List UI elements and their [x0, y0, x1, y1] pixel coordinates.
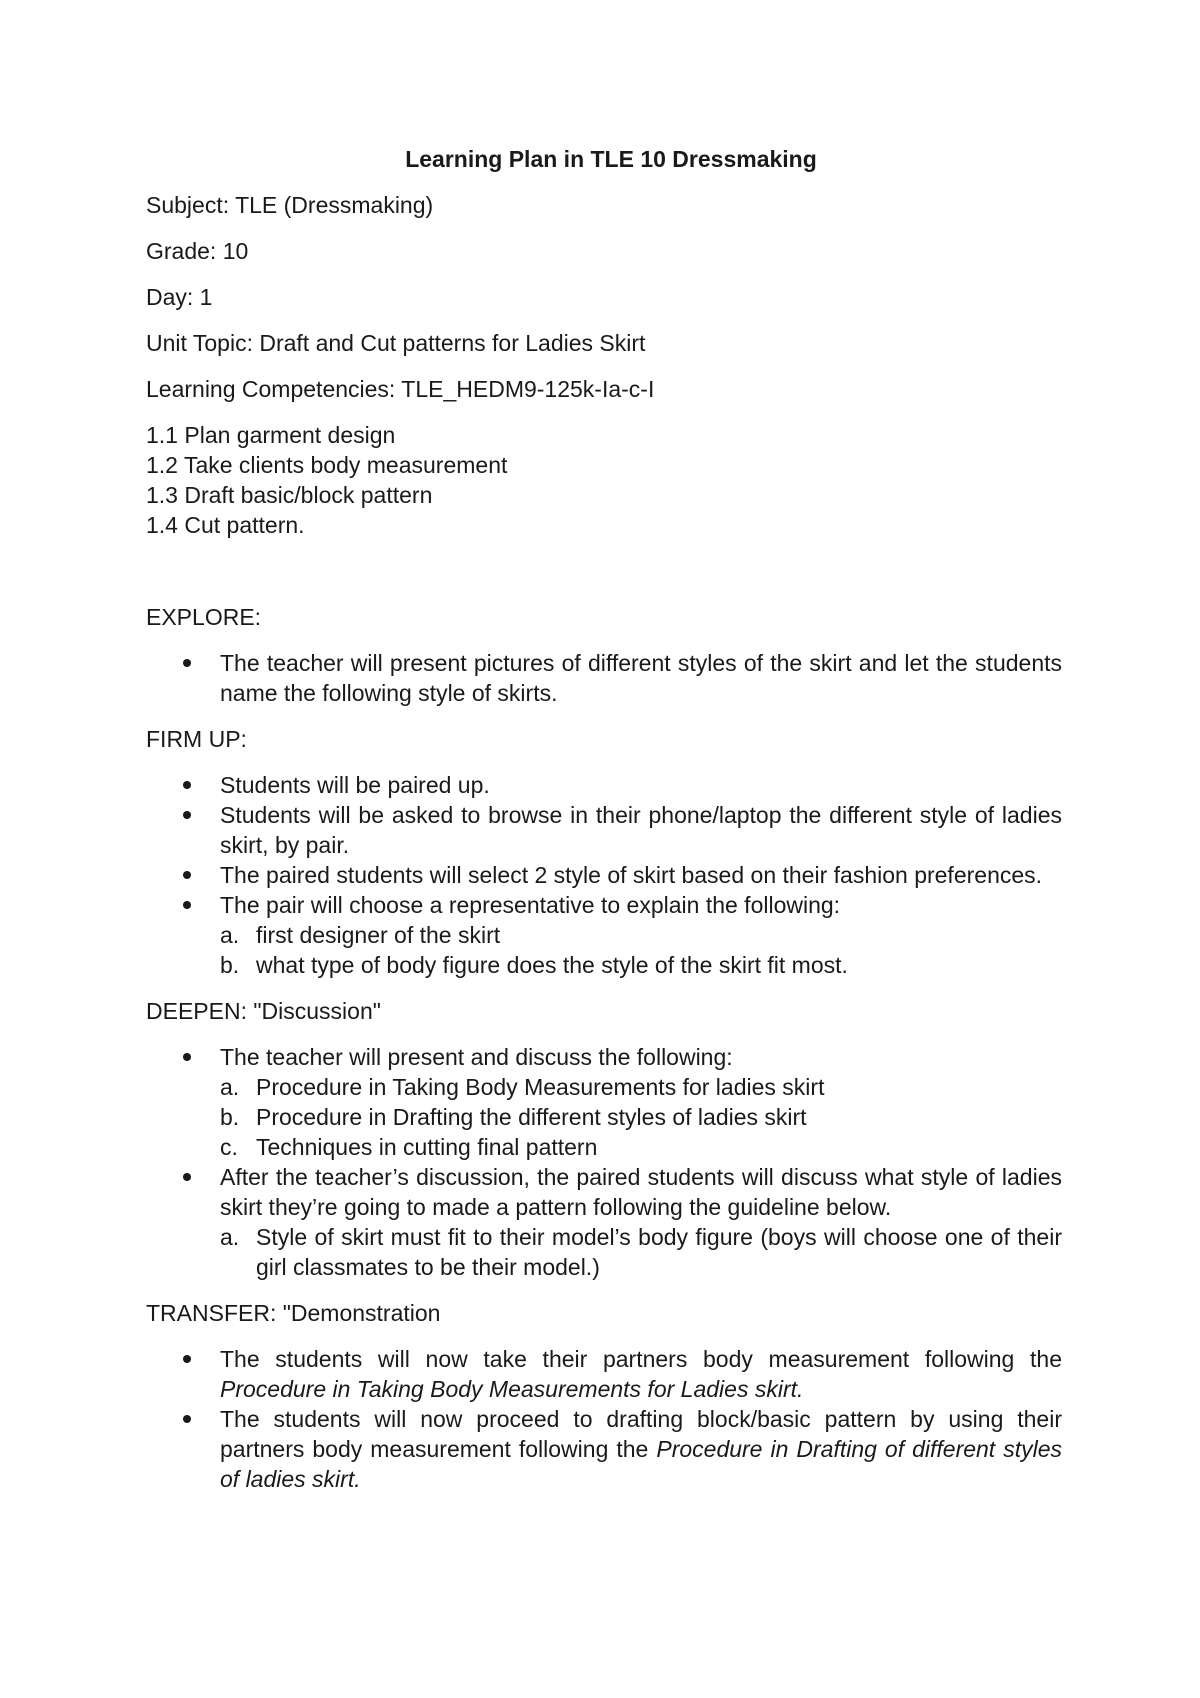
transfer-bullet-text: The students will now take their partners body measurement following the	[220, 1346, 1062, 1372]
deepen-sub-item	[220, 1072, 1062, 1102]
deepen-sub-item	[220, 1132, 1062, 1162]
transfer-bullet	[146, 1344, 1062, 1404]
competency-item: 1.4 Cut pattern.	[146, 512, 305, 538]
competency-list	[146, 420, 1062, 540]
explore-bullet: The teacher will present pictures of different styles of the skirt and let the students name the following style of skirts.	[146, 648, 1062, 708]
firm-up-sub-item	[220, 950, 1062, 980]
competency-item: 1.1 Plan garment design	[146, 422, 396, 448]
deepen-bullet-text: After the teacher’s discussion, the paired students will discuss what style of ladies skirt they’re going to made a pattern following the guideline below.	[220, 1164, 1062, 1220]
transfer-bullet-emphasis: Procedure in Taking Body Measurements for Ladies skirt.	[220, 1376, 804, 1402]
grade-line: Grade: 10	[146, 238, 249, 264]
sub-text: what type of body figure does the style of the skirt fit most.	[256, 952, 848, 978]
deepen-bullet	[146, 1042, 1062, 1162]
sub-marker: b.	[220, 1104, 240, 1130]
transfer-list	[146, 1344, 1062, 1494]
firm-up-sub-item	[220, 920, 1062, 950]
sub-marker: b.	[220, 952, 240, 978]
transfer-heading: TRANSFER: "Demonstration	[146, 1300, 441, 1326]
sub-text: Techniques in cutting final pattern	[256, 1134, 598, 1160]
competency-item: 1.2 Take clients body measurement	[146, 452, 508, 478]
sub-text: Procedure in Drafting the different styles of ladies skirt	[256, 1104, 807, 1130]
firm-up-sub-list	[220, 920, 1062, 980]
deepen-bullet-text: The teacher will present and discuss the following:	[220, 1044, 733, 1070]
firm-up-heading: FIRM UP:	[146, 726, 247, 752]
explore-heading: EXPLORE:	[146, 604, 262, 630]
firm-up-bullet: Students will be paired up.	[146, 770, 1062, 800]
sub-marker: c.	[220, 1134, 238, 1160]
sub-text: Procedure in Taking Body Measurements for ladies skirt	[256, 1074, 825, 1100]
firm-up-bullet: The paired students will select 2 style of skirt based on their fashion preferences.	[146, 860, 1062, 890]
competency-item: 1.3 Draft basic/block pattern	[146, 482, 433, 508]
competencies-line: Learning Competencies: TLE_HEDM9-125k-Ia-c-I	[146, 376, 655, 402]
deepen-sub-list	[220, 1072, 1062, 1162]
sub-marker: a.	[220, 1224, 240, 1250]
document-title: Learning Plan in TLE 10 Dressmaking	[405, 146, 817, 172]
deepen-sub-item	[220, 1222, 1062, 1282]
deepen-bullet	[146, 1162, 1062, 1282]
unit-topic-line: Unit Topic: Draft and Cut patterns for Ladies Skirt	[146, 330, 646, 356]
transfer-bullet	[146, 1404, 1062, 1494]
firm-up-list	[146, 770, 1062, 980]
sub-text: first designer of the skirt	[256, 922, 501, 948]
sub-marker: a.	[220, 922, 240, 948]
deepen-sub-item	[220, 1102, 1062, 1132]
subject-line: Subject: TLE (Dressmaking)	[146, 192, 434, 218]
explore-list	[146, 648, 1062, 708]
transfer-bullet-emphasis: Procedure in Drafting of different styles of ladies skirt.	[220, 1436, 1062, 1492]
firm-up-bullet	[146, 890, 1062, 980]
transfer-bullet-text: The students will now proceed to drafting block/basic pattern by using their partners body measurement following the	[220, 1406, 1062, 1462]
deepen-list	[146, 1042, 1062, 1282]
document-page	[146, 144, 1062, 1510]
firm-up-bullet: Students will be asked to browse in their phone/laptop the different style of ladies skirt, by pair.	[146, 800, 1062, 860]
sub-text: Style of skirt must fit to their model’s body figure (boys will choose one of their girl classmates to be their model.)	[256, 1224, 1062, 1280]
day-line: Day: 1	[146, 284, 213, 310]
deepen-sub-list	[220, 1222, 1062, 1282]
firm-up-bullet-text: The pair will choose a representative to explain the following:	[220, 892, 841, 918]
deepen-heading: DEEPEN: "Discussion"	[146, 998, 381, 1024]
sub-marker: a.	[220, 1074, 240, 1100]
